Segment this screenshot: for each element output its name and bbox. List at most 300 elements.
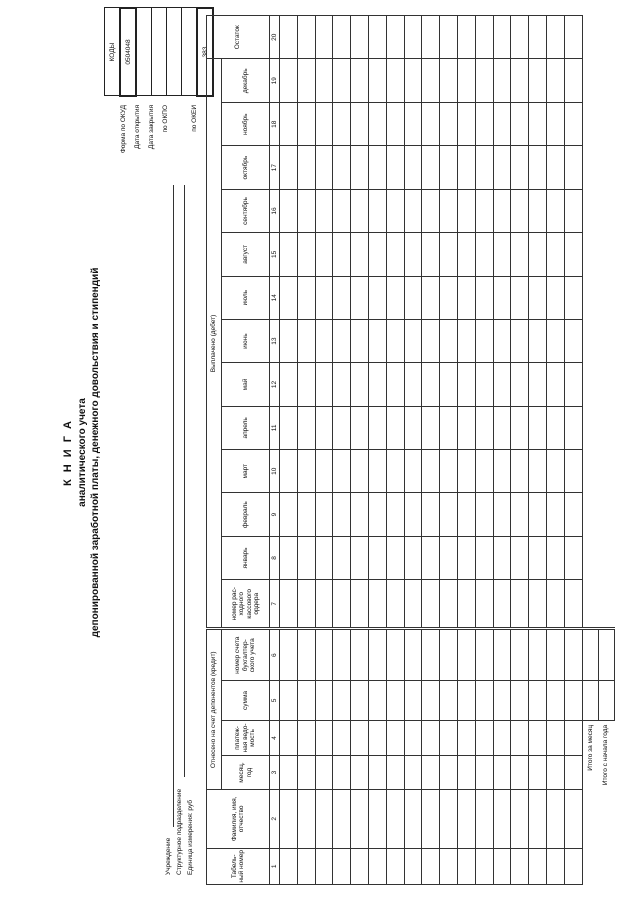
table-cell[interactable] (404, 450, 422, 493)
table-cell[interactable] (368, 681, 386, 721)
table-cell[interactable] (386, 319, 404, 362)
table-cell[interactable] (333, 629, 351, 681)
table-cell[interactable] (297, 276, 315, 319)
table-cell[interactable] (368, 580, 386, 629)
table-cell[interactable] (368, 720, 386, 755)
table-cell[interactable] (315, 233, 333, 276)
table-cell[interactable] (404, 59, 422, 103)
table-cell[interactable] (493, 103, 511, 146)
table-cell[interactable] (422, 681, 440, 721)
table-cell[interactable] (297, 363, 315, 406)
table-cell[interactable] (333, 233, 351, 276)
table-cell[interactable] (280, 848, 298, 884)
table-cell[interactable] (564, 580, 582, 629)
table-cell[interactable] (529, 189, 547, 232)
table-cell[interactable] (511, 59, 529, 103)
table-cell[interactable] (529, 233, 547, 276)
table-cell[interactable] (457, 233, 475, 276)
table-cell[interactable] (511, 580, 529, 629)
table-cell[interactable] (475, 536, 493, 579)
table-cell[interactable] (440, 16, 458, 59)
table-cell[interactable] (280, 681, 298, 721)
table-cell[interactable] (333, 493, 351, 536)
table-cell[interactable] (457, 319, 475, 362)
total-year-sum[interactable] (598, 681, 614, 721)
table-cell[interactable] (475, 59, 493, 103)
table-cell[interactable] (564, 146, 582, 189)
table-cell[interactable] (404, 790, 422, 849)
table-cell[interactable] (297, 189, 315, 232)
table-cell[interactable] (546, 233, 564, 276)
table-cell[interactable] (351, 450, 369, 493)
table-cell[interactable] (475, 580, 493, 629)
table-cell[interactable] (422, 16, 440, 59)
table-cell[interactable] (511, 406, 529, 449)
table-cell[interactable] (511, 790, 529, 849)
table-cell[interactable] (368, 406, 386, 449)
table-cell[interactable] (386, 681, 404, 721)
table-cell[interactable] (351, 493, 369, 536)
table-cell[interactable] (280, 629, 298, 681)
table-cell[interactable] (404, 103, 422, 146)
table-cell[interactable] (564, 756, 582, 790)
table-cell[interactable] (351, 319, 369, 362)
table-cell[interactable] (511, 103, 529, 146)
table-cell[interactable] (315, 629, 333, 681)
table-cell[interactable] (440, 450, 458, 493)
table-cell[interactable] (297, 233, 315, 276)
table-cell[interactable] (546, 276, 564, 319)
table-cell[interactable] (333, 406, 351, 449)
table-cell[interactable] (386, 233, 404, 276)
table-cell[interactable] (404, 276, 422, 319)
table-cell[interactable] (333, 536, 351, 579)
total-month-sum[interactable] (582, 681, 598, 721)
table-cell[interactable] (493, 276, 511, 319)
table-cell[interactable] (529, 580, 547, 629)
table-cell[interactable] (564, 363, 582, 406)
table-cell[interactable] (315, 681, 333, 721)
table-cell[interactable] (297, 536, 315, 579)
table-cell[interactable] (440, 580, 458, 629)
table-cell[interactable] (529, 536, 547, 579)
table-cell[interactable] (546, 681, 564, 721)
table-cell[interactable] (475, 450, 493, 493)
table-cell[interactable] (315, 319, 333, 362)
table-cell[interactable] (386, 276, 404, 319)
table-cell[interactable] (511, 493, 529, 536)
table-cell[interactable] (368, 146, 386, 189)
table-cell[interactable] (511, 536, 529, 579)
table-cell[interactable] (386, 406, 404, 449)
table-cell[interactable] (564, 720, 582, 755)
table-cell[interactable] (440, 536, 458, 579)
table-cell[interactable] (386, 848, 404, 884)
table-cell[interactable] (511, 756, 529, 790)
table-cell[interactable] (546, 363, 564, 406)
table-cell[interactable] (386, 756, 404, 790)
table-cell[interactable] (297, 790, 315, 849)
table-cell[interactable] (280, 233, 298, 276)
table-cell[interactable] (564, 629, 582, 681)
table-cell[interactable] (529, 720, 547, 755)
table-cell[interactable] (333, 450, 351, 493)
table-cell[interactable] (475, 493, 493, 536)
table-cell[interactable] (422, 406, 440, 449)
table-cell[interactable] (404, 146, 422, 189)
table-cell[interactable] (368, 629, 386, 681)
table-cell[interactable] (315, 450, 333, 493)
table-cell[interactable] (422, 146, 440, 189)
table-cell[interactable] (511, 16, 529, 59)
table-cell[interactable] (493, 189, 511, 232)
table-cell[interactable] (546, 146, 564, 189)
table-cell[interactable] (351, 146, 369, 189)
table-cell[interactable] (564, 536, 582, 579)
table-cell[interactable] (493, 580, 511, 629)
table-cell[interactable] (404, 16, 422, 59)
table-cell[interactable] (280, 756, 298, 790)
table-cell[interactable] (368, 189, 386, 232)
table-cell[interactable] (511, 629, 529, 681)
table-cell[interactable] (351, 406, 369, 449)
table-cell[interactable] (529, 450, 547, 493)
table-cell[interactable] (315, 536, 333, 579)
table-cell[interactable] (493, 756, 511, 790)
table-cell[interactable] (564, 59, 582, 103)
table-cell[interactable] (564, 790, 582, 849)
table-cell[interactable] (351, 233, 369, 276)
table-cell[interactable] (368, 790, 386, 849)
table-cell[interactable] (404, 536, 422, 579)
table-cell[interactable] (440, 319, 458, 362)
table-cell[interactable] (315, 363, 333, 406)
table-cell[interactable] (333, 756, 351, 790)
table-cell[interactable] (511, 233, 529, 276)
table-cell[interactable] (475, 276, 493, 319)
table-cell[interactable] (386, 493, 404, 536)
table-cell[interactable] (422, 319, 440, 362)
table-cell[interactable] (493, 16, 511, 59)
table-cell[interactable] (351, 189, 369, 232)
table-cell[interactable] (297, 59, 315, 103)
table-cell[interactable] (529, 790, 547, 849)
table-cell[interactable] (386, 790, 404, 849)
table-cell[interactable] (511, 681, 529, 721)
table-cell[interactable] (546, 406, 564, 449)
table-cell[interactable] (404, 406, 422, 449)
table-cell[interactable] (351, 276, 369, 319)
table-cell[interactable] (297, 103, 315, 146)
table-cell[interactable] (315, 493, 333, 536)
table-cell[interactable] (422, 536, 440, 579)
table-cell[interactable] (280, 536, 298, 579)
table-cell[interactable] (333, 790, 351, 849)
table-cell[interactable] (333, 363, 351, 406)
table-cell[interactable] (386, 363, 404, 406)
table-cell[interactable] (351, 720, 369, 755)
table-cell[interactable] (440, 233, 458, 276)
table-cell[interactable] (368, 493, 386, 536)
table-cell[interactable] (280, 59, 298, 103)
table-cell[interactable] (457, 59, 475, 103)
table-cell[interactable] (564, 16, 582, 59)
table-cell[interactable] (457, 276, 475, 319)
table-cell[interactable] (440, 363, 458, 406)
table-cell[interactable] (457, 103, 475, 146)
table-cell[interactable] (493, 146, 511, 189)
table-cell[interactable] (333, 848, 351, 884)
table-cell[interactable] (315, 103, 333, 146)
table-cell[interactable] (440, 406, 458, 449)
table-cell[interactable] (333, 681, 351, 721)
table-cell[interactable] (297, 146, 315, 189)
table-cell[interactable] (493, 629, 511, 681)
table-cell[interactable] (386, 103, 404, 146)
table-cell[interactable] (546, 536, 564, 579)
table-cell[interactable] (404, 580, 422, 629)
table-cell[interactable] (475, 189, 493, 232)
table-cell[interactable] (564, 406, 582, 449)
table-cell[interactable] (368, 103, 386, 146)
table-cell[interactable] (351, 790, 369, 849)
table-cell[interactable] (315, 756, 333, 790)
table-cell[interactable] (422, 189, 440, 232)
table-cell[interactable] (422, 233, 440, 276)
table-cell[interactable] (511, 146, 529, 189)
table-cell[interactable] (457, 363, 475, 406)
table-cell[interactable] (297, 720, 315, 755)
table-cell[interactable] (564, 681, 582, 721)
table-cell[interactable] (457, 16, 475, 59)
table-cell[interactable] (422, 720, 440, 755)
table-cell[interactable] (368, 450, 386, 493)
table-cell[interactable] (440, 681, 458, 721)
table-cell[interactable] (511, 720, 529, 755)
table-cell[interactable] (404, 629, 422, 681)
table-cell[interactable] (440, 848, 458, 884)
table-cell[interactable] (440, 629, 458, 681)
table-cell[interactable] (351, 103, 369, 146)
table-cell[interactable] (475, 233, 493, 276)
table-cell[interactable] (440, 756, 458, 790)
table-cell[interactable] (564, 233, 582, 276)
table-cell[interactable] (422, 756, 440, 790)
table-cell[interactable] (564, 450, 582, 493)
table-cell[interactable] (333, 146, 351, 189)
table-cell[interactable] (333, 16, 351, 59)
table-cell[interactable] (440, 790, 458, 849)
table-cell[interactable] (546, 629, 564, 681)
table-cell[interactable] (315, 16, 333, 59)
table-cell[interactable] (546, 790, 564, 849)
table-cell[interactable] (368, 276, 386, 319)
table-cell[interactable] (404, 681, 422, 721)
table-cell[interactable] (333, 189, 351, 232)
table-cell[interactable] (546, 848, 564, 884)
table-cell[interactable] (386, 450, 404, 493)
table-cell[interactable] (457, 681, 475, 721)
table-cell[interactable] (475, 406, 493, 449)
table-cell[interactable] (457, 450, 475, 493)
table-cell[interactable] (457, 720, 475, 755)
table-cell[interactable] (297, 319, 315, 362)
table-cell[interactable] (511, 319, 529, 362)
table-cell[interactable] (404, 189, 422, 232)
table-cell[interactable] (297, 629, 315, 681)
table-cell[interactable] (440, 189, 458, 232)
table-cell[interactable] (386, 146, 404, 189)
table-cell[interactable] (315, 790, 333, 849)
table-cell[interactable] (564, 103, 582, 146)
table-cell[interactable] (351, 59, 369, 103)
table-cell[interactable] (546, 189, 564, 232)
table-cell[interactable] (280, 493, 298, 536)
table-cell[interactable] (297, 848, 315, 884)
table-cell[interactable] (440, 720, 458, 755)
table-cell[interactable] (546, 756, 564, 790)
table-cell[interactable] (280, 319, 298, 362)
table-cell[interactable] (475, 629, 493, 681)
table-cell[interactable] (546, 103, 564, 146)
table-cell[interactable] (280, 103, 298, 146)
table-cell[interactable] (475, 319, 493, 362)
table-cell[interactable] (493, 59, 511, 103)
table-cell[interactable] (333, 720, 351, 755)
table-cell[interactable] (457, 756, 475, 790)
table-cell[interactable] (351, 580, 369, 629)
table-cell[interactable] (440, 103, 458, 146)
table-cell[interactable] (333, 319, 351, 362)
table-cell[interactable] (475, 103, 493, 146)
table-cell[interactable] (493, 848, 511, 884)
table-cell[interactable] (475, 756, 493, 790)
table-cell[interactable] (546, 720, 564, 755)
table-cell[interactable] (422, 103, 440, 146)
table-cell[interactable] (475, 848, 493, 884)
table-cell[interactable] (297, 450, 315, 493)
table-cell[interactable] (457, 848, 475, 884)
table-cell[interactable] (404, 363, 422, 406)
table-cell[interactable] (404, 720, 422, 755)
table-cell[interactable] (493, 681, 511, 721)
table-cell[interactable] (315, 406, 333, 449)
table-cell[interactable] (529, 629, 547, 681)
table-cell[interactable] (529, 103, 547, 146)
table-cell[interactable] (368, 233, 386, 276)
table-cell[interactable] (422, 629, 440, 681)
table-cell[interactable] (422, 493, 440, 536)
table-cell[interactable] (333, 580, 351, 629)
table-cell[interactable] (297, 756, 315, 790)
table-cell[interactable] (280, 450, 298, 493)
table-cell[interactable] (475, 790, 493, 849)
table-cell[interactable] (386, 189, 404, 232)
table-cell[interactable] (315, 580, 333, 629)
table-cell[interactable] (440, 59, 458, 103)
table-cell[interactable] (493, 790, 511, 849)
table-cell[interactable] (422, 450, 440, 493)
table-cell[interactable] (386, 720, 404, 755)
table-cell[interactable] (404, 756, 422, 790)
table-cell[interactable] (457, 536, 475, 579)
table-cell[interactable] (493, 450, 511, 493)
table-cell[interactable] (280, 189, 298, 232)
table-cell[interactable] (351, 629, 369, 681)
table-cell[interactable] (511, 276, 529, 319)
table-cell[interactable] (280, 146, 298, 189)
table-cell[interactable] (529, 493, 547, 536)
table-cell[interactable] (511, 848, 529, 884)
table-cell[interactable] (368, 536, 386, 579)
table-cell[interactable] (280, 16, 298, 59)
table-cell[interactable] (493, 720, 511, 755)
table-cell[interactable] (280, 580, 298, 629)
table-cell[interactable] (546, 450, 564, 493)
table-cell[interactable] (493, 406, 511, 449)
table-cell[interactable] (315, 276, 333, 319)
table-cell[interactable] (546, 59, 564, 103)
table-cell[interactable] (564, 189, 582, 232)
table-cell[interactable] (297, 16, 315, 59)
table-cell[interactable] (351, 16, 369, 59)
table-cell[interactable] (333, 103, 351, 146)
table-cell[interactable] (386, 536, 404, 579)
table-cell[interactable] (315, 720, 333, 755)
table-cell[interactable] (457, 406, 475, 449)
table-cell[interactable] (475, 681, 493, 721)
table-cell[interactable] (368, 756, 386, 790)
table-cell[interactable] (280, 276, 298, 319)
table-cell[interactable] (404, 493, 422, 536)
table-cell[interactable] (368, 848, 386, 884)
table-cell[interactable] (457, 790, 475, 849)
table-cell[interactable] (386, 580, 404, 629)
table-cell[interactable] (368, 59, 386, 103)
table-cell[interactable] (493, 233, 511, 276)
table-cell[interactable] (457, 146, 475, 189)
table-cell[interactable] (529, 276, 547, 319)
table-cell[interactable] (493, 363, 511, 406)
table-cell[interactable] (564, 319, 582, 362)
table-cell[interactable] (404, 233, 422, 276)
table-cell[interactable] (351, 681, 369, 721)
table-cell[interactable] (529, 406, 547, 449)
table-cell[interactable] (457, 493, 475, 536)
table-cell[interactable] (315, 189, 333, 232)
table-cell[interactable] (386, 16, 404, 59)
table-cell[interactable] (351, 848, 369, 884)
table-cell[interactable] (546, 319, 564, 362)
table-cell[interactable] (280, 720, 298, 755)
table-cell[interactable] (493, 493, 511, 536)
total-month-account[interactable] (582, 629, 598, 681)
table-cell[interactable] (351, 363, 369, 406)
table-cell[interactable] (511, 189, 529, 232)
table-cell[interactable] (280, 406, 298, 449)
table-cell[interactable] (457, 629, 475, 681)
table-cell[interactable] (351, 756, 369, 790)
table-cell[interactable] (475, 16, 493, 59)
table-cell[interactable] (475, 720, 493, 755)
table-cell[interactable] (529, 363, 547, 406)
table-cell[interactable] (457, 580, 475, 629)
table-cell[interactable] (315, 146, 333, 189)
table-cell[interactable] (546, 16, 564, 59)
table-cell[interactable] (529, 146, 547, 189)
table-cell[interactable] (280, 363, 298, 406)
table-cell[interactable] (422, 59, 440, 103)
